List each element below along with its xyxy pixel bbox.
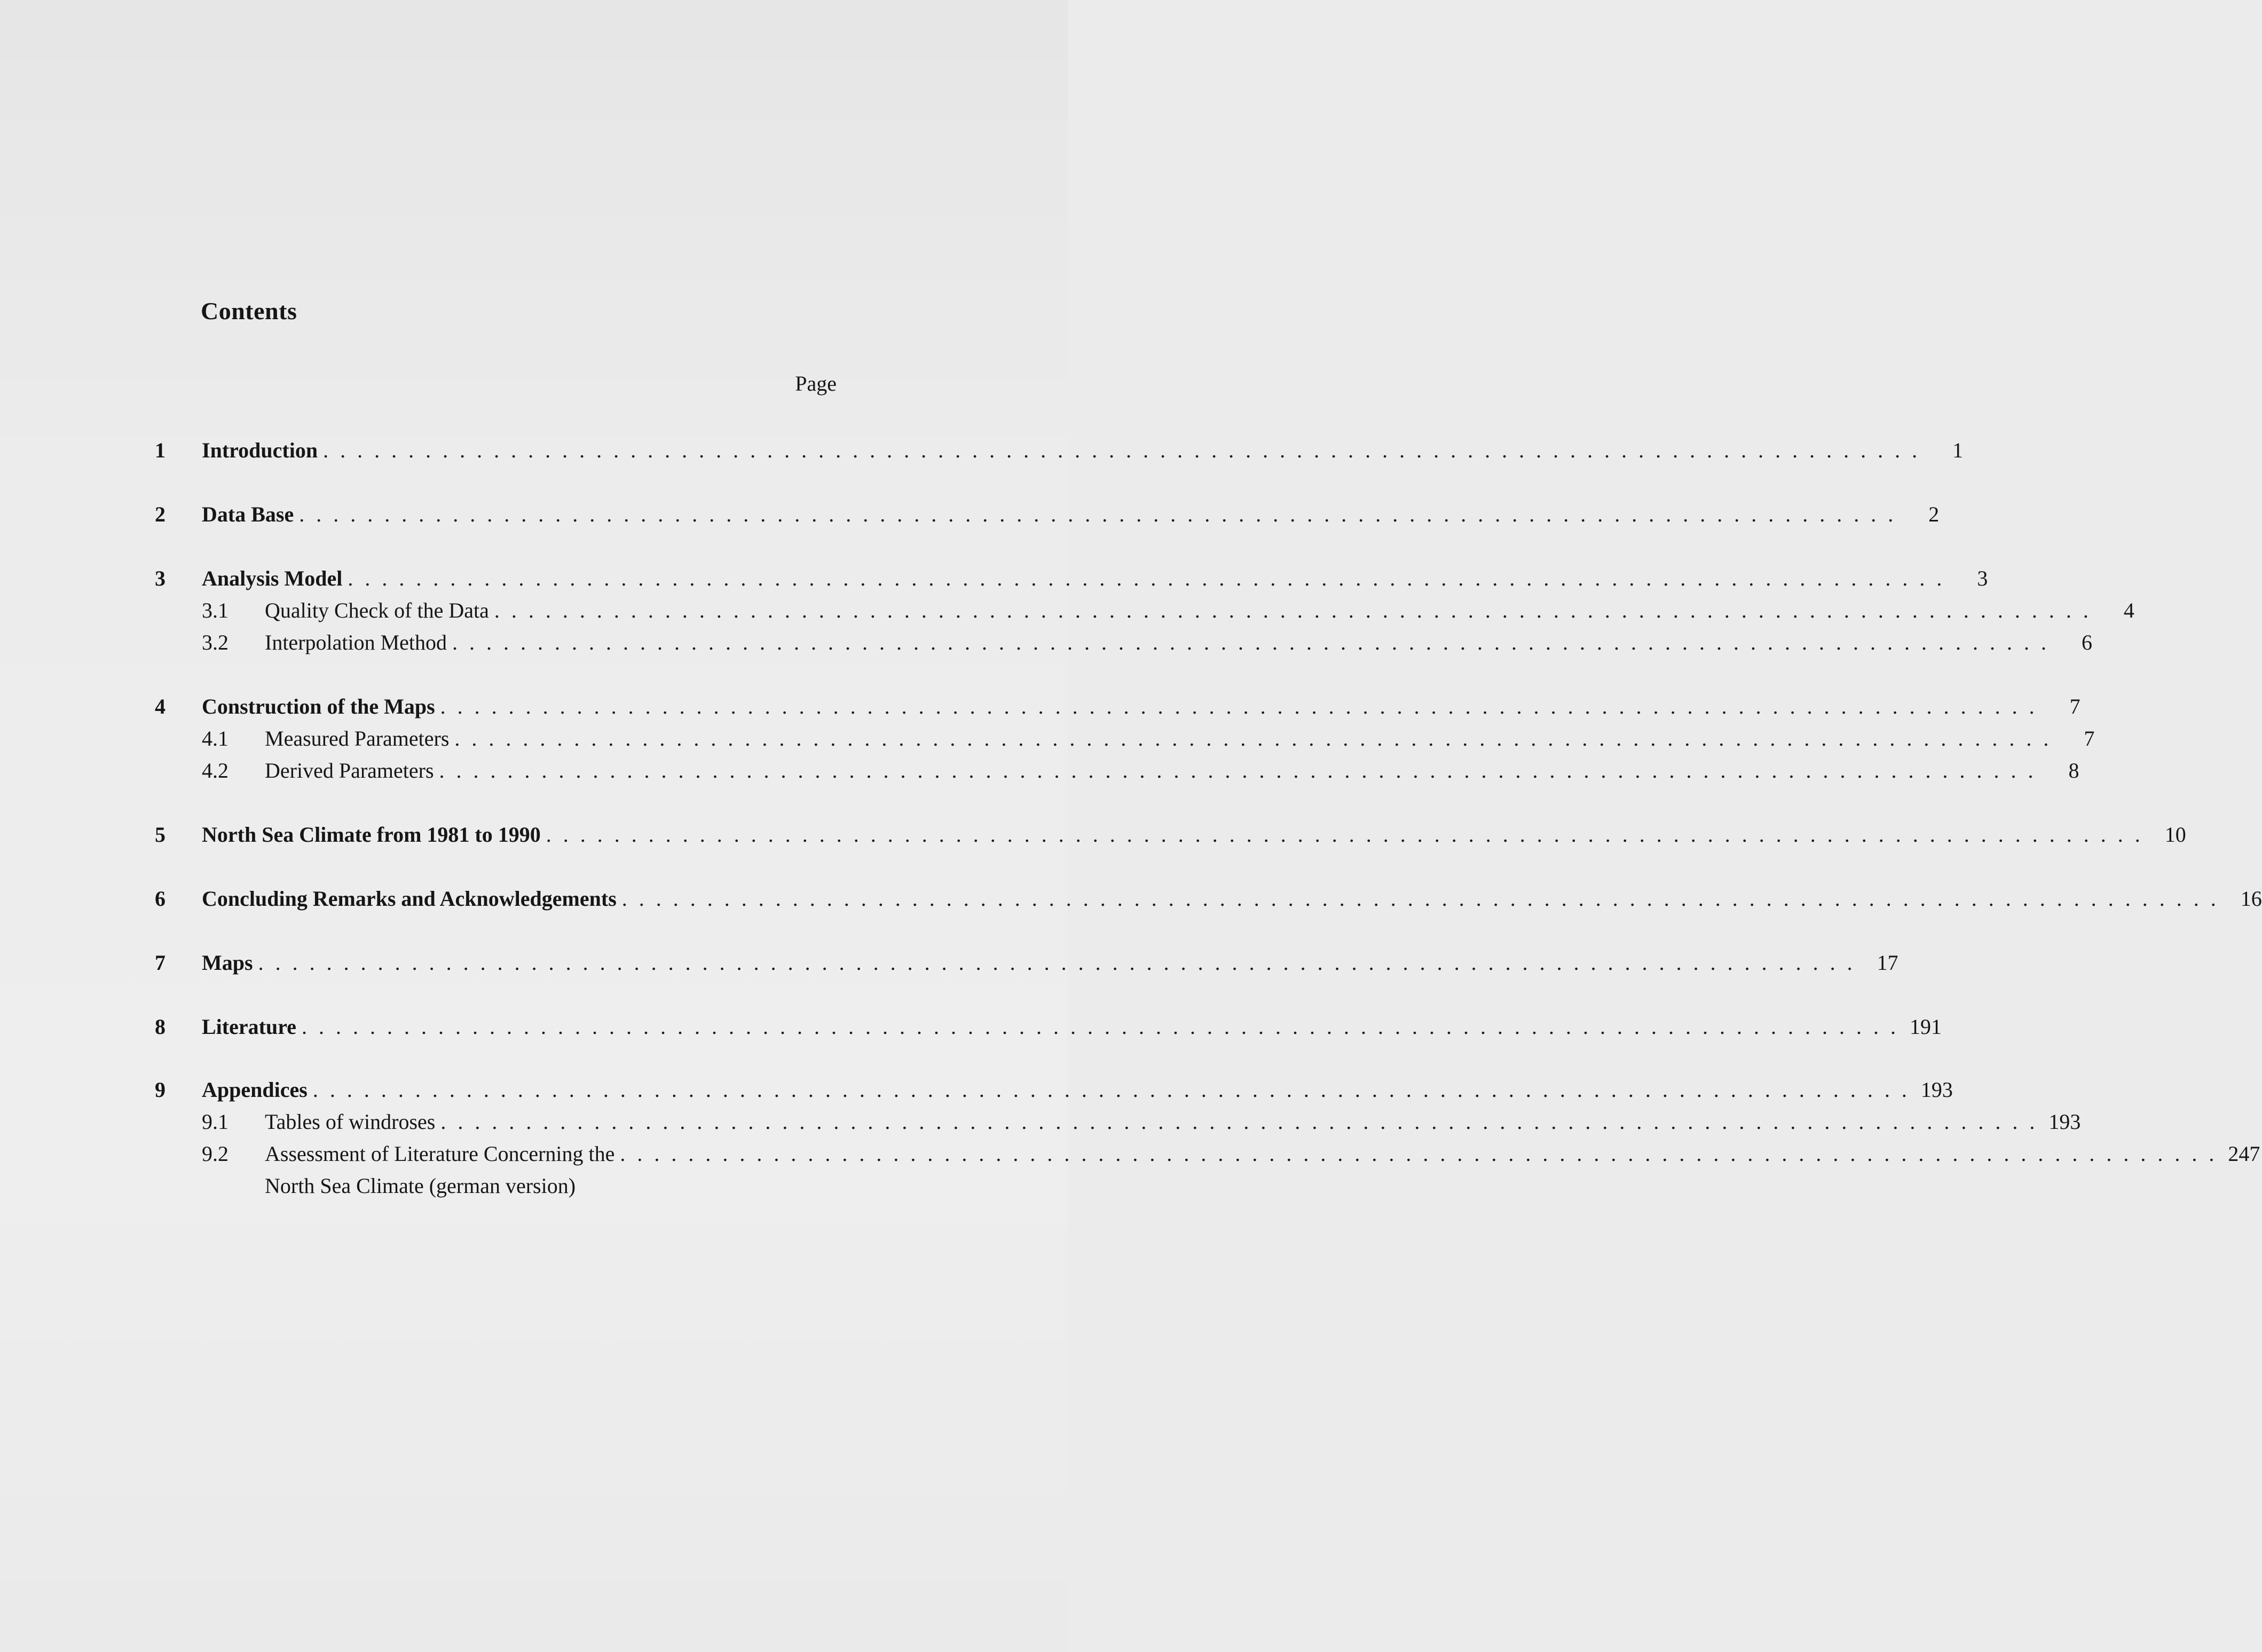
subsection-number: 9.2 <box>202 1142 228 1166</box>
toc-subentry[interactable] <box>144 1108 2081 1136</box>
subsection-number: 4.1 <box>202 726 228 750</box>
section-number: 5 <box>155 823 165 847</box>
page-number: 8 <box>2068 758 2079 782</box>
toc-subentry[interactable] <box>144 597 2134 625</box>
subsection-title: Tables of windroses <box>265 1110 436 1134</box>
toc-subentry[interactable] <box>144 757 2079 785</box>
page-number: 6 <box>2082 630 2093 654</box>
dot-leader: . . . . . . . . . . . . . . . . . . . . . . . . . . . . . . . . . . . . . . . . . . . . . . . . . . . . . . . . . . . . . . . . . . . . . . . . . . . . . . . . . . . . . . . . . . . . . . <box>454 726 2052 750</box>
dot-leader: . . . . . . . . . . . . . . . . . . . . . . . . . . . . . . . . . . . . . . . . . . . . . . . . . . . . . . . . . . . . . . . . . . . . . . . . . . . . . . . . . . . . . . . . . . . . . . <box>439 758 2037 782</box>
dot-leader: . . . . . . . . . . . . . . . . . . . . . . . . . . . . . . . . . . . . . . . . . . . . . . . . . . . . . . . . . . . . . . . . . . . . . . . . . . . . . . . . . . . . . . . . . . . . . . <box>258 951 1856 975</box>
section-number: 6 <box>155 887 165 911</box>
page-number: 7 <box>2084 726 2095 750</box>
section-title: Literature <box>202 1015 296 1039</box>
section-number: 1 <box>155 438 165 462</box>
dot-leader: . . . . . . . . . . . . . . . . . . . . . . . . . . . . . . . . . . . . . . . . . . . . . . . . . . . . . . . . . . . . . . . . . . . . . . . . . . . . . . . . . . . . . . . . . . . . . . <box>621 887 2219 911</box>
toc-entry[interactable] <box>144 693 2080 721</box>
toc-entry[interactable] <box>144 1013 1942 1041</box>
subsection-title-continuation: North Sea Climate (german version) <box>265 1174 576 1198</box>
page-column-label: Page <box>795 371 837 396</box>
dot-leader: . . . . . . . . . . . . . . . . . . . . . . . . . . . . . . . . . . . . . . . . . . . . . . . . . . . . . . . . . . . . . . . . . . . . . . . . . . . . . . . . . . . . . . . . . . . . . . <box>452 630 2050 654</box>
toc-entry[interactable] <box>144 1076 1953 1104</box>
subsection-number: 9.1 <box>202 1110 228 1134</box>
page-number: 7 <box>2069 694 2080 718</box>
dot-leader: . . . . . . . . . . . . . . . . . . . . . . . . . . . . . . . . . . . . . . . . . . . . . . . . . . . . . . . . . . . . . . . . . . . . . . . . . . . . . . . . . . . . . . . . . . . . . . <box>440 694 2038 718</box>
section-number: 3 <box>155 566 165 590</box>
toc-entry[interactable] <box>144 437 1964 464</box>
toc-subentry[interactable] <box>144 629 2093 657</box>
page-number: 3 <box>1977 566 1988 590</box>
toc-entry[interactable] <box>144 885 2262 913</box>
page-number: 193 <box>1920 1078 1953 1102</box>
section-title: Concluding Remarks and Acknowledgements <box>202 887 617 911</box>
page-number: 247 <box>2228 1142 2260 1166</box>
section-title: Analysis Model <box>202 566 343 590</box>
section-number: 4 <box>155 694 165 718</box>
page-number: 2 <box>1928 502 1940 526</box>
toc-entry[interactable] <box>144 565 1988 592</box>
dot-leader: . . . . . . . . . . . . . . . . . . . . . . . . . . . . . . . . . . . . . . . . . . . . . . . . . . . . . . . . . . . . . . . . . . . . . . . . . . . . . . . . . . . . . . . . . . . . . . <box>620 1142 2218 1166</box>
toc-subentry[interactable] <box>144 1140 2260 1168</box>
subsection-title: Assessment of Literature Concerning the <box>265 1142 615 1166</box>
subsection-number: 4.2 <box>202 758 228 782</box>
subsection-title: Derived Parameters <box>265 758 434 782</box>
page-number: 16 <box>2240 887 2262 911</box>
section-title: Data Base <box>202 502 294 526</box>
dot-leader: . . . . . . . . . . . . . . . . . . . . . . . . . . . . . . . . . . . . . . . . . . . . . . . . . . . . . . . . . . . . . . . . . . . . . . . . . . . . . . . . . . . . . . . . . . . . . . <box>312 1078 1910 1102</box>
toc-entry[interactable] <box>144 821 2186 849</box>
section-title: Appendices <box>202 1078 308 1102</box>
dot-leader: . . . . . . . . . . . . . . . . . . . . . . . . . . . . . . . . . . . . . . . . . . . . . . . . . . . . . . . . . . . . . . . . . . . . . . . . . . . . . . . . . . . . . . . . . . . . . . <box>301 1015 1899 1039</box>
toc-entry[interactable] <box>144 949 1898 977</box>
section-number: 8 <box>155 1015 165 1039</box>
subsection-title: Measured Parameters <box>265 726 450 750</box>
dot-leader: . . . . . . . . . . . . . . . . . . . . . . . . . . . . . . . . . . . . . . . . . . . . . . . . . . . . . . . . . . . . . . . . . . . . . . . . . . . . . . . . . . . . . . . . . . . . . . <box>323 438 1921 462</box>
subsection-number: 3.1 <box>202 598 228 622</box>
page-number: 10 <box>2164 823 2186 847</box>
section-title: Introduction <box>202 438 318 462</box>
page-number: 191 <box>1909 1015 1942 1039</box>
subsection-title: Quality Check of the Data <box>265 598 489 622</box>
page-number: 17 <box>1877 951 1898 975</box>
dot-leader: . . . . . . . . . . . . . . . . . . . . . . . . . . . . . . . . . . . . . . . . . . . . . . . . . . . . . . . . . . . . . . . . . . . . . . . . . . . . . . . . . . . . . . . . . . . . . . <box>440 1110 2038 1134</box>
section-title: Maps <box>202 951 253 975</box>
dot-leader: . . . . . . . . . . . . . . . . . . . . . . . . . . . . . . . . . . . . . . . . . . . . . . . . . . . . . . . . . . . . . . . . . . . . . . . . . . . . . . . . . . . . . . . . . . . . . . <box>546 823 2143 847</box>
toc-entry[interactable] <box>144 501 1940 528</box>
page-number: 193 <box>2048 1110 2081 1134</box>
dot-leader: . . . . . . . . . . . . . . . . . . . . . . . . . . . . . . . . . . . . . . . . . . . . . . . . . . . . . . . . . . . . . . . . . . . . . . . . . . . . . . . . . . . . . . . . . . . . . . <box>348 566 1945 590</box>
subsection-number: 3.2 <box>202 630 228 654</box>
dot-leader: . . . . . . . . . . . . . . . . . . . . . . . . . . . . . . . . . . . . . . . . . . . . . . . . . . . . . . . . . . . . . . . . . . . . . . . . . . . . . . . . . . . . . . . . . . . . . . <box>299 502 1897 526</box>
dot-leader: . . . . . . . . . . . . . . . . . . . . . . . . . . . . . . . . . . . . . . . . . . . . . . . . . . . . . . . . . . . . . . . . . . . . . . . . . . . . . . . . . . . . . . . . . . . . . . <box>494 598 2092 622</box>
section-title: Construction of the Maps <box>202 694 435 718</box>
section-number: 2 <box>155 502 165 526</box>
section-number: 9 <box>155 1078 165 1102</box>
page-number: 1 <box>1952 438 1964 462</box>
page-number: 4 <box>2123 598 2134 622</box>
section-title: North Sea Climate from 1981 to 1990 <box>202 823 541 847</box>
subsection-title: Interpolation Method <box>265 630 447 654</box>
toc-subentry[interactable] <box>144 725 2095 753</box>
section-number: 7 <box>155 951 165 975</box>
contents-heading: Contents <box>201 297 297 325</box>
